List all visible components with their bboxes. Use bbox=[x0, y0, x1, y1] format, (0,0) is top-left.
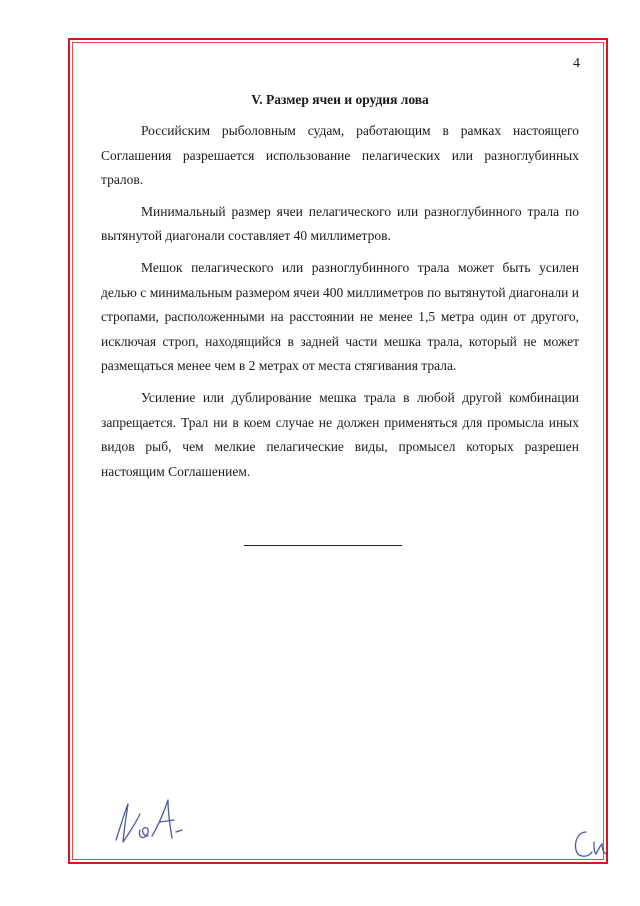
paragraph: Российским рыболовным судам, работающим в рамках настоящего Соглашения разрешается использование пелагических или разноглубинных тралов. bbox=[101, 123, 579, 188]
handwritten-initials-right bbox=[570, 822, 612, 862]
end-of-text-rule bbox=[244, 545, 402, 546]
document-body bbox=[101, 119, 579, 491]
page-number: 4 bbox=[573, 56, 580, 71]
section-title: V. Размер ячеи и орудия лова bbox=[251, 92, 429, 107]
paragraph: Минимальный размер ячеи пелагического или разноглубинного трала по вытянутой диагонали составляет 40 миллиметров. bbox=[101, 203, 579, 244]
paragraph: Усиление или дублирование мешка трала в любой другой комбинации запрещается. Трал ни в коем случае не должен применяться для промысла иных видов рыб, чем мелкие пелагические виды, промысел которых разрешен настоящим Соглашением. bbox=[101, 389, 579, 479]
paragraph: Мешок пелагического или разноглубинного трала может быть усилен делью с минимальным размером ячеи 400 миллиметров по вытянутой диагонали и стропами, расположенными на расстоянии не менее 1,5 метра один от другого, исключая строп, находящийся в задней части мешка трала, который не может размещаться менее чем в 2 метрах от места стягивания трала. bbox=[101, 259, 579, 374]
handwritten-signature-left bbox=[110, 792, 220, 848]
